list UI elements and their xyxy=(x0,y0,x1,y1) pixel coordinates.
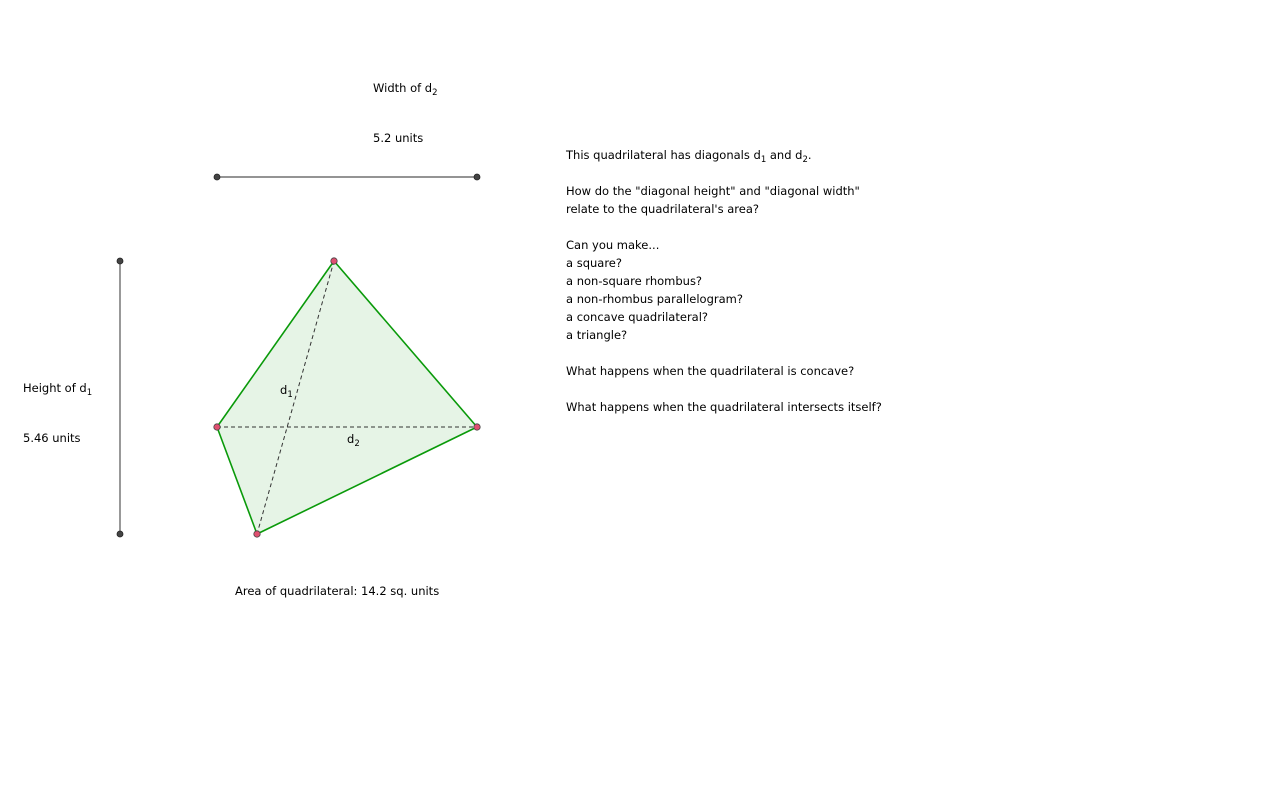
question-line: a triangle? xyxy=(566,328,628,342)
intro-text: This quadrilateral has diagonals $d_1$ and $d_2$. xyxy=(566,148,812,165)
diagonal-d1-label: $d_1$ xyxy=(280,383,293,400)
question-line: Can you make... xyxy=(566,238,660,252)
question-line: relate to the quadrilateral's area? xyxy=(566,202,759,216)
height-segment-top-handle[interactable] xyxy=(117,258,123,264)
diagonal-d2-label: $d_2$ xyxy=(347,432,360,449)
width-label: Width of $d_2$ xyxy=(373,81,438,98)
vertex-right[interactable] xyxy=(474,424,480,430)
width-segment-right-handle[interactable] xyxy=(474,174,480,180)
question-line: a non-rhombus parallelogram? xyxy=(566,292,743,306)
area-label: Area of quadrilateral: 14.2 sq. units xyxy=(235,584,440,598)
vertex-bottom[interactable] xyxy=(254,531,260,537)
question-line: a concave quadrilateral? xyxy=(566,310,709,324)
question-line: How do the "diagonal height" and "diagonal width" xyxy=(566,184,860,198)
question-line: a non-square rhombus? xyxy=(566,274,703,288)
question-line: a square? xyxy=(566,256,622,270)
width-value: 5.2 units xyxy=(373,131,424,145)
height-value: 5.46 units xyxy=(23,431,81,445)
question-line: What happens when the quadrilateral intersects itself? xyxy=(566,400,882,414)
vertex-left[interactable] xyxy=(214,424,220,430)
quadrilateral[interactable] xyxy=(217,261,477,534)
height-label: Height of $d_1$ xyxy=(23,381,93,398)
width-segment-left-handle[interactable] xyxy=(214,174,220,180)
vertex-top[interactable] xyxy=(331,258,337,264)
height-segment-bottom-handle[interactable] xyxy=(117,531,123,537)
question-line: What happens when the quadrilateral is concave? xyxy=(566,364,855,378)
